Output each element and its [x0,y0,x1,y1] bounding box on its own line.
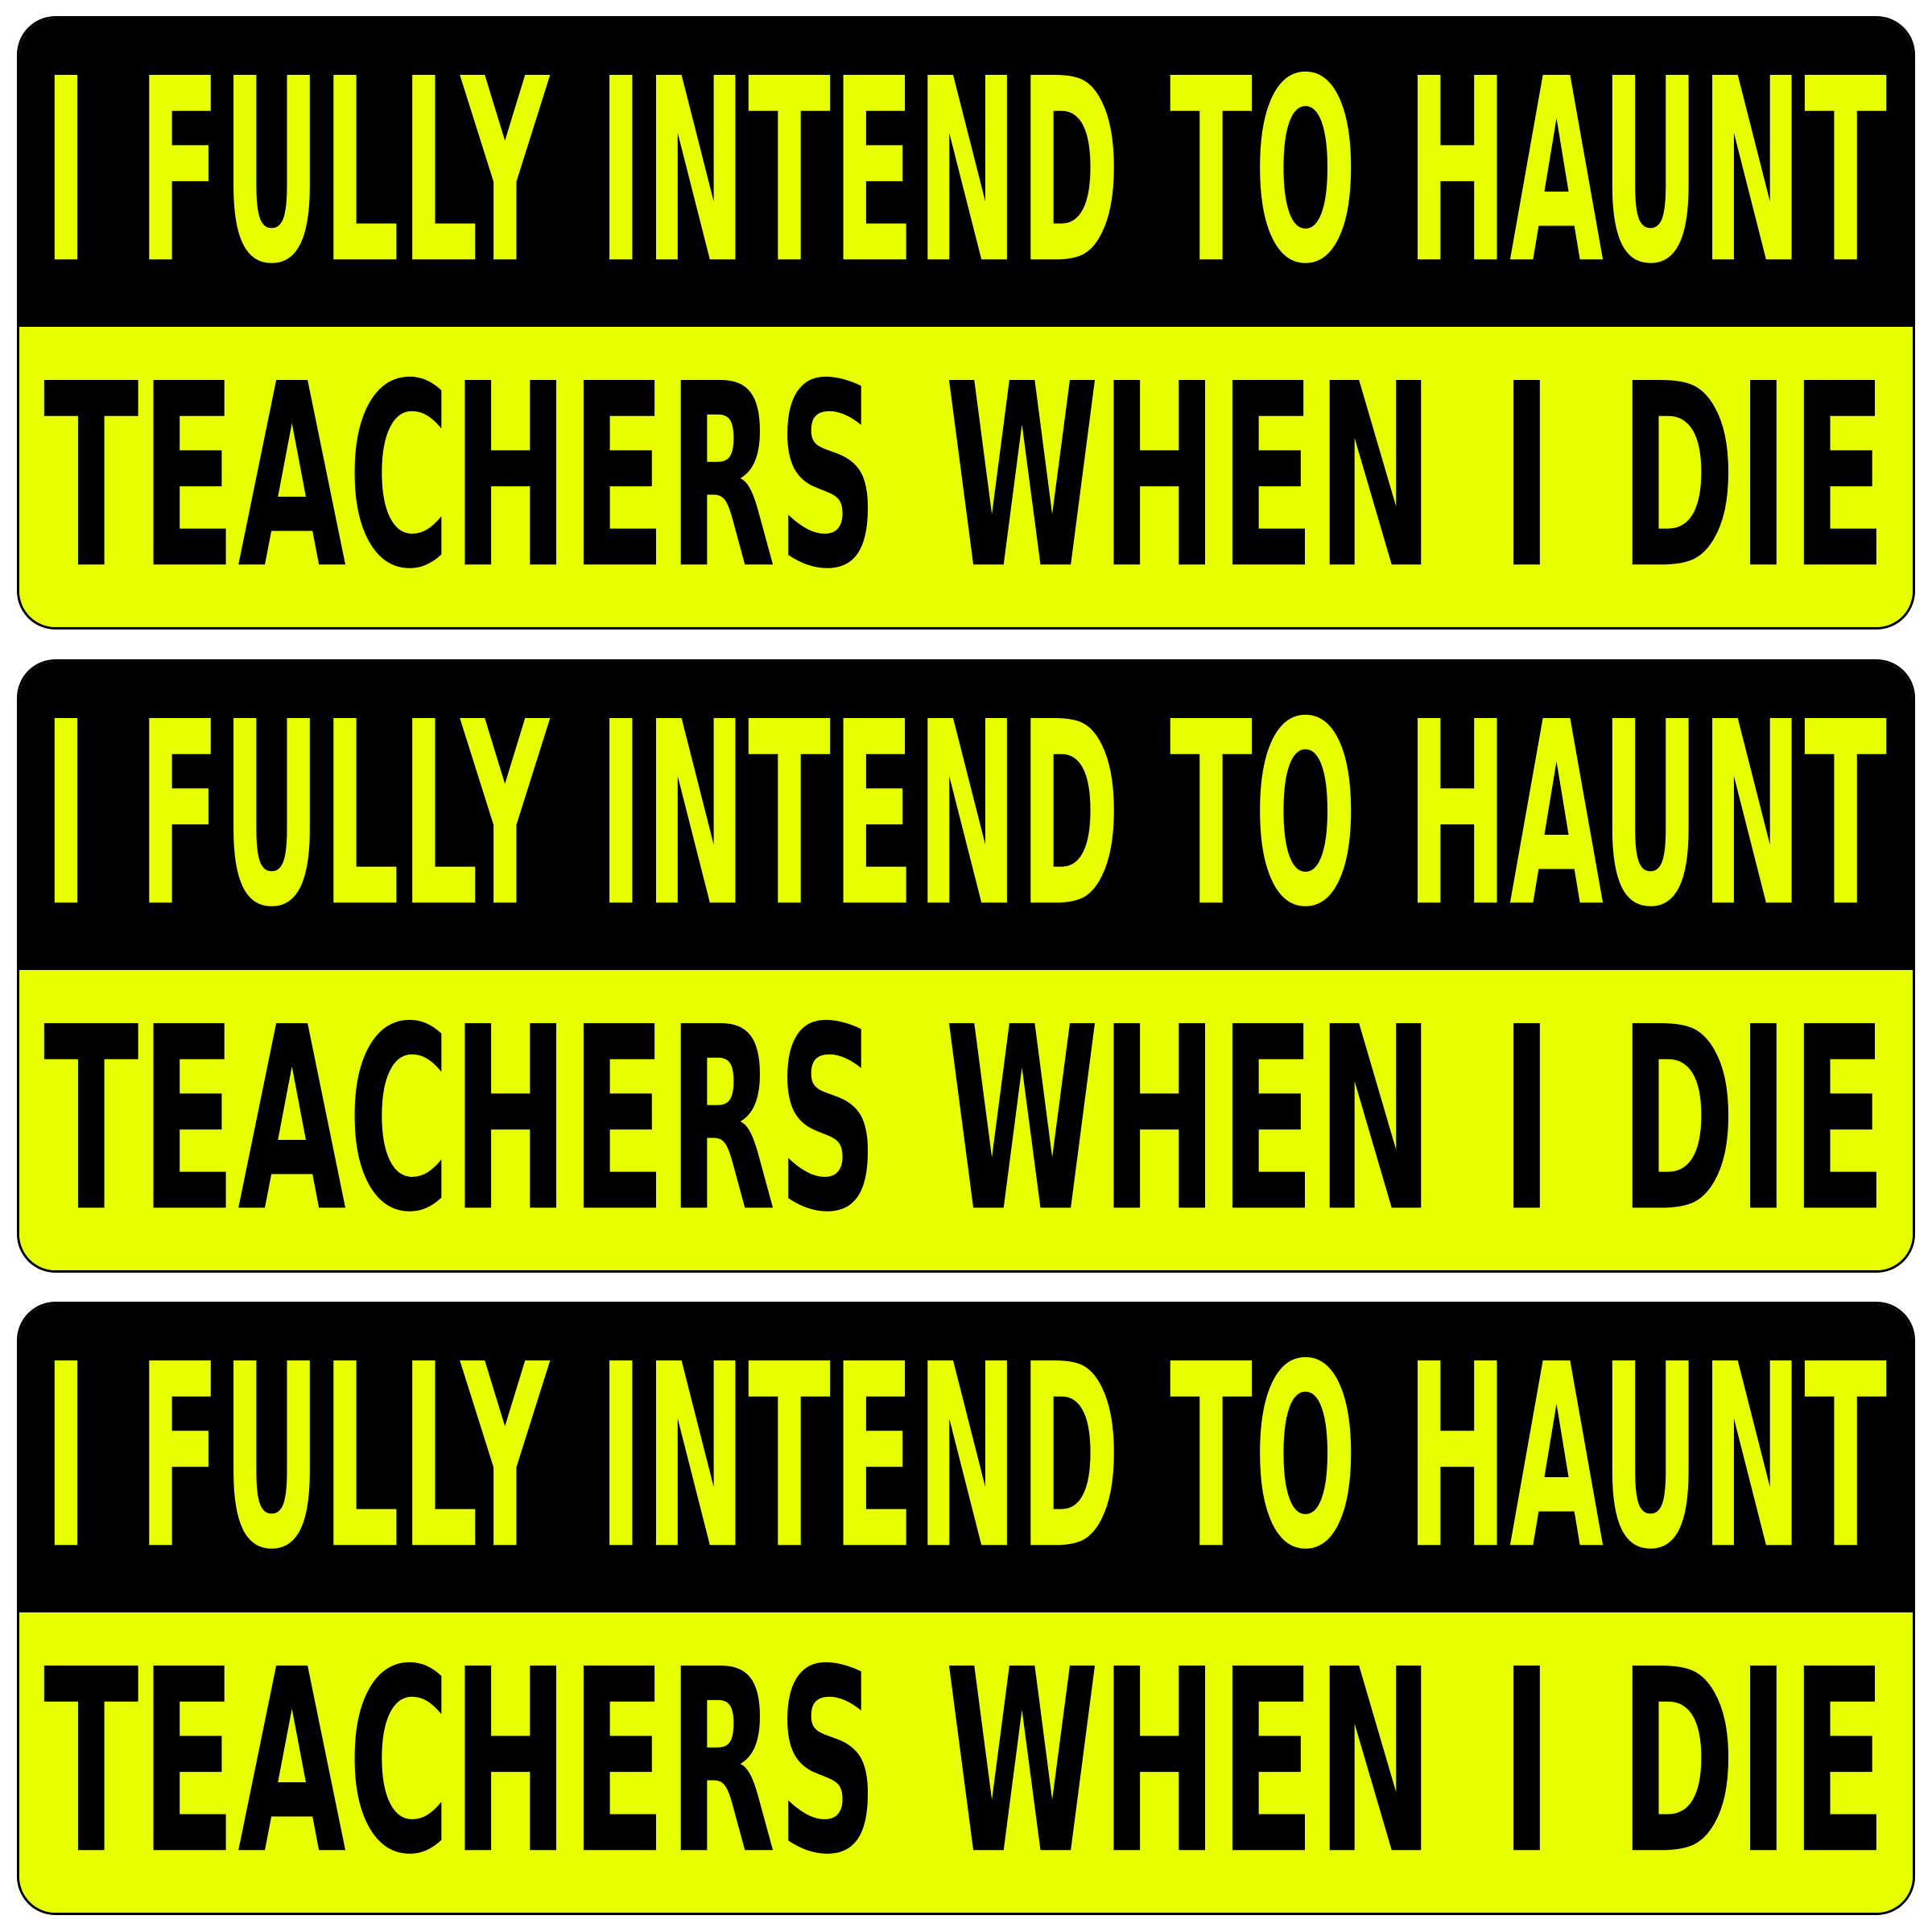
sticker-3 [17,1302,1915,1915]
sticker-top-band [19,1304,1913,1612]
sticker-bottom-text: TEACHERS WHEN I DIE [43,330,1889,626]
sticker-bottom-band [19,970,1913,1273]
sticker-top-band [19,662,1913,970]
sticker-bottom-band [19,327,1913,630]
sticker-bottom-text: TEACHERS WHEN I DIE [43,1616,1889,1912]
sticker-bottom-band [19,1612,1913,1915]
sticker-1 [17,16,1915,630]
sticker-bottom-text: TEACHERS WHEN I DIE [43,973,1889,1269]
sticker-top-text: I FULLY INTEND TO HAUNT [43,1311,1889,1606]
sticker-top-text: I FULLY INTEND TO HAUNT [43,668,1889,964]
sticker-top-text: I FULLY INTEND TO HAUNT [43,25,1889,320]
sticker-top-band [19,19,1913,327]
sticker-2 [17,659,1915,1273]
